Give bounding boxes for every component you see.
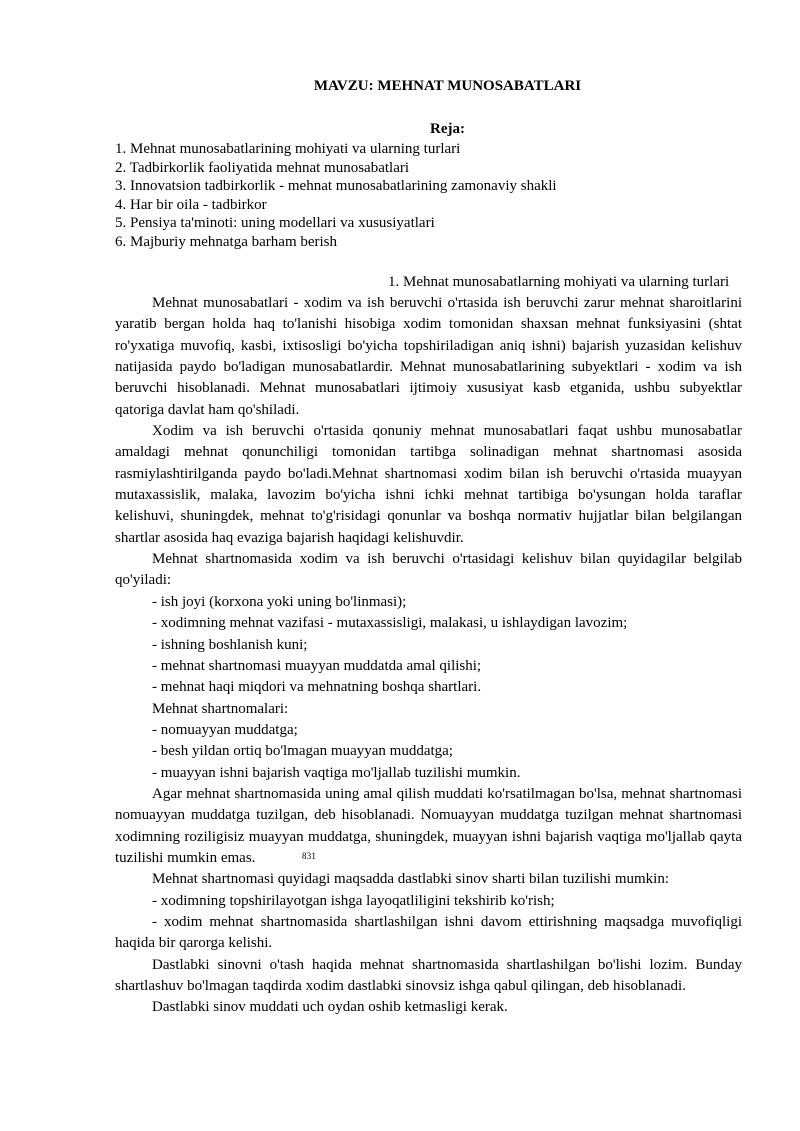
plan-item: 6. Majburiy mehnatga barham berish (115, 233, 338, 250)
paragraph: Xodim va ish beruvchi o'rtasida qonuniy mehnat munosabatlari faqat ushbu munosabatlar amaldagi mehnat qonunchiligi tomonidan tartibga solinadigan mehnat shartnomasi asosida rasmiylashtirilganda paydo bo'ladi.Mehnat shartnomasi xodim bilan ish beruvchi o'rtasida muayyan mutaxassislik, malaka, lavozim bo'yicha ishni ichki mehnat tartibiga bo'ysungan holda taraflar kelishuvi, shuningdek, mehnat to'g'risidagi qonunlar va boshqa normativ hujjatlar bilan belgilangan shartlar asosida haq evaziga bajarish haqidagi kelishuvdir. (115, 423, 742, 546)
list-item: - muayyan ishni bajarish vaqtiga mo'ljallab tuzilishi mumkin. (152, 764, 521, 781)
plan-heading: Reja: (430, 121, 465, 137)
list-item: - xodimning topshirilayotgan ishga layoqatliligini tekshirib ko'rish; (152, 892, 555, 909)
paragraph: Mehnat munosabatlari - xodim va ish beruvchi o'rtasida ish beruvchi zarur mehnat sharoitlarini yaratib bergan holda haq to'lanishi hisobiga xodim tomonidan shaxsan mehnat funksiyasini (shtat ro'yxatiga muvofiq, kasbi, ixtisosligi bo'yicha topshiriladigan aniq ishni) bajarish yuzasidan kelishuv natijasida paydo bo'ladigan munosabatlardir. Mehnat munosabatlarining subyektlari - xodim va ish beruvchi hisoblanadi. Mehnat munosabatlari ijtimoiy xususiyat kasb etganida, ushbu subyektlar qatoriga davlat ham qo'shiladi. (115, 295, 742, 418)
list-item: - ish joyi (korxona yoki uning bo'linmasi); (152, 593, 407, 610)
list-item: - xodimning mehnat vazifasi - mutaxassisligi, malakasi, u ishlaydigan lavozim; (152, 615, 628, 632)
list-item: - nomuayyan muddatga; (152, 721, 298, 738)
plan-item: 1. Mehnat munosabatlarining mohiyati va ularning turlari (115, 141, 461, 157)
plan-item: 5. Pensiya ta'minoti: uning modellari va xususiyatlari (115, 215, 435, 232)
list-item: - mehnat shartnomasi muayyan muddatda amal qilishi; (152, 657, 482, 674)
list-item: - mehnat haqi miqdori va mehnatning boshqa shartlari. (152, 679, 482, 696)
paragraph: Dastlabki sinovni o'tash haqida mehnat shartnomasida shartlashilgan bo'lishi lozim. Bunday shartlashuv bo'lmagan taqdirda xodim dastlabki sinovsiz ishga qabul qilingan, deb hisoblanadi. (115, 956, 742, 994)
document-title: MAVZU: MEHNAT MUNOSABATLARI (313, 78, 582, 94)
paragraph: - xodim mehnat shartnomasida shartlashilgan ishni davom ettirishning maqsadga muvofiqligi haqida bir qarorga kelishi. (115, 913, 742, 952)
section-title: 1. Mehnat munosabatlarning mohiyati va ularning turlari (388, 274, 730, 290)
list-heading: Mehnat shartnomalari: (152, 700, 289, 717)
paragraph: Mehnat shartnomasida xodim va ish beruvchi o'rtasidagi kelishuv bilan quyidagilar belgilab qo'yiladi: (115, 551, 742, 589)
plan-list (115, 140, 745, 252)
list-item: - besh yildan ortiq bo'lmagan muayyan muddatga; (152, 743, 453, 760)
plan-item: 3. Innovatsion tadbirkorlik - mehnat munosabatlarining zamonaviy shakli (115, 178, 557, 195)
document-body (115, 293, 742, 1019)
plan-item: 2. Tadbirkorlik faoliyatida mehnat munosabatlari (115, 159, 410, 176)
paragraph: Agar mehnat shartnomasida uning amal qilish muddati ko'rsatilmagan bo'lsa, mehnat shartnomasi nomuayyan muddatga tuzilgan, deb hisoblanadi. Nomuayyan muddatga tuzilgan mehnat shartnomasi xodimning roziligisiz muayyan muddatga, shuningdek, muayyan ishni bajarish vaqtiga mo'ljallab qayta tuzilishi mumkin emas. (115, 785, 742, 866)
page-number-overlay: 831 (302, 851, 317, 861)
paragraph: Dastlabki sinov muddati uch oydan oshib ketmasligi kerak. (152, 999, 508, 1016)
plan-item: 4. Har bir oila - tadbirkor (115, 196, 267, 213)
list-item: - ishning boshlanish kuni; (152, 636, 308, 653)
paragraph: Mehnat shartnomasi quyidagi maqsadda dastlabki sinov sharti bilan tuzilishi mumkin: (152, 871, 670, 888)
